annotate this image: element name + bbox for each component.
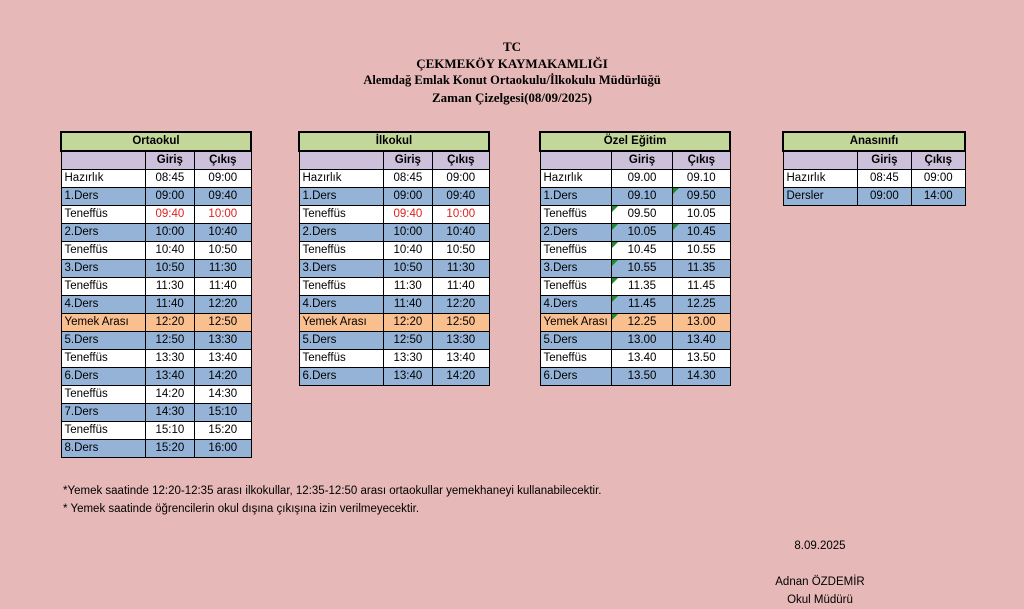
row-label: Teneffüs [299,350,383,368]
row-time-in: 11.35 [611,278,672,296]
table-row [540,242,730,260]
row-time-out: 13:30 [433,332,489,350]
row-time-out: 13:30 [195,332,251,350]
header-line-school: Alemdağ Emlak Konut Ortaokulu/İlkokulu Müdürlüğü [363,73,661,87]
row-time-in: 13.50 [611,368,672,386]
table-title-row [540,132,730,151]
table-row [540,260,730,278]
header-line-tc: TC [502,39,522,54]
table-title: Anasınıfı [783,132,965,151]
table-row [540,188,730,206]
row-time-out: 10:00 [195,206,251,224]
row-label: Hazırlık [783,170,857,188]
row-label: Teneffüs [61,386,145,404]
table-row [299,278,489,296]
row-time-in: 09.50 [611,206,672,224]
row-time-in: 11.45 [611,296,672,314]
row-time-out: 10:40 [433,224,489,242]
row-label: Teneffüs [61,350,145,368]
row-label: Yemek Arası [61,314,145,332]
row-label: Teneffüs [299,242,383,260]
row-time-out: 10.05 [673,206,730,224]
row-time-out: 13.00 [673,314,730,332]
row-time-in: 09:40 [383,206,433,224]
row-label: Teneffüs [540,350,611,368]
table-row [61,350,251,368]
table-title: Özel Eğitim [540,132,730,151]
row-time-out: 09:40 [195,188,251,206]
row-time-out: 14:00 [912,188,965,206]
table-row [299,332,489,350]
table-row [299,296,489,314]
row-time-out: 11.45 [673,278,730,296]
row-label: Teneffüs [540,242,611,260]
table-row [61,278,251,296]
row-time-in: 10:50 [383,260,433,278]
table-title: Ortaokul [61,132,251,151]
row-time-in: 11:30 [145,278,195,296]
row-time-out: 14:30 [195,386,251,404]
table-row [61,422,251,440]
table-row [61,206,251,224]
header-blank-cell [299,151,383,170]
row-time-in: 10:40 [145,242,195,260]
row-label: 2.Ders [540,224,611,242]
row-label: 6.Ders [540,368,611,386]
row-time-out: 14.30 [673,368,730,386]
table-row [61,260,251,278]
row-time-out: 11.35 [673,260,730,278]
row-time-in: 15:10 [145,422,195,440]
row-time-in: 10:00 [383,224,433,242]
table-row [299,224,489,242]
row-label: 4.Ders [540,296,611,314]
row-time-out: 10:50 [195,242,251,260]
column-header-giris: Giriş [145,151,195,170]
row-label: Teneffüs [61,206,145,224]
table-row [61,314,251,332]
row-time-out: 15:10 [195,404,251,422]
table-row [61,404,251,422]
table-row [299,242,489,260]
row-label: Teneffüs [299,278,383,296]
table-row [783,170,965,188]
row-time-out: 09:00 [195,170,251,188]
table-row [540,368,730,386]
row-time-in: 14:30 [145,404,195,422]
table-row [540,296,730,314]
table-row [299,188,489,206]
row-time-in: 08:45 [145,170,195,188]
row-time-in: 15:20 [145,440,195,458]
signature-date: 8.09.2025 [794,540,846,552]
table-row [299,350,489,368]
row-time-in: 13:40 [383,368,433,386]
row-time-out: 11:40 [433,278,489,296]
row-time-out: 15:20 [195,422,251,440]
note-lunch-cafeteria: *Yemek saatinde 12:20-12:35 arası ilkokullar, 12:35-12:50 arası ortaokullar yemekhaneyi kullanabilecektir. [63,485,602,497]
row-time-in: 11:40 [383,296,433,314]
row-time-in: 10:40 [383,242,433,260]
row-time-in: 10.55 [611,260,672,278]
header-line-schedule-title: Zaman Çizelgesi(08/09/2025) [432,90,592,105]
row-label: Teneffüs [61,242,145,260]
row-time-in: 11:40 [145,296,195,314]
column-header-cikis: Çıkış [195,151,251,170]
row-time-in: 09.00 [611,170,672,188]
row-time-in: 09:00 [383,188,433,206]
row-time-in: 09.10 [611,188,672,206]
row-label: 4.Ders [61,296,145,314]
table-row [61,170,251,188]
row-time-in: 10:00 [145,224,195,242]
column-header-cikis: Çıkış [433,151,489,170]
row-time-in: 12:20 [383,314,433,332]
signature-title: Okul Müdürü [787,594,853,606]
row-time-out: 10:00 [433,206,489,224]
document-header [0,38,1024,106]
row-label: Hazırlık [61,170,145,188]
row-time-out: 11:40 [195,278,251,296]
table-row [540,170,730,188]
row-time-out: 09:00 [433,170,489,188]
row-time-in: 10.45 [611,242,672,260]
row-time-out: 09.50 [673,188,730,206]
row-time-out: 10:40 [195,224,251,242]
table-row [61,296,251,314]
row-label: 1.Ders [61,188,145,206]
row-time-out: 09.10 [673,170,730,188]
table-title-row [61,132,251,151]
column-header-giris: Giriş [857,151,911,170]
table-header-row [299,151,489,170]
row-label: Teneffüs [540,206,611,224]
header-line-district: ÇEKMEKÖY KAYMAKAMLIĞI [416,56,608,71]
table-row [540,332,730,350]
row-time-in: 14:20 [145,386,195,404]
row-label: 3.Ders [61,260,145,278]
row-time-in: 13.00 [611,332,672,350]
row-time-in: 08:45 [857,170,911,188]
ortaokul-schedule-table [60,131,252,458]
row-label: 7.Ders [61,404,145,422]
row-time-in: 10.05 [611,224,672,242]
row-label: Teneffüs [61,278,145,296]
row-time-out: 10:50 [433,242,489,260]
row-time-out: 13:40 [195,350,251,368]
table-row [299,260,489,278]
row-time-in: 09:40 [145,206,195,224]
header-blank-cell [61,151,145,170]
table-row [540,314,730,332]
table-row [61,224,251,242]
row-label: 2.Ders [299,224,383,242]
row-label: 1.Ders [540,188,611,206]
row-time-in: 10:50 [145,260,195,278]
row-label: Yemek Arası [540,314,611,332]
row-label: Teneffüs [540,278,611,296]
row-time-out: 12:20 [195,296,251,314]
row-time-in: 09:00 [145,188,195,206]
row-time-in: 13:30 [145,350,195,368]
table-title: İlkokul [299,132,489,151]
row-label: Hazırlık [540,170,611,188]
row-label: 4.Ders [299,296,383,314]
row-time-in: 12:20 [145,314,195,332]
table-header-row [783,151,965,170]
ozel-egitim-schedule-table [539,131,731,386]
row-label: 5.Ders [299,332,383,350]
table-row [299,368,489,386]
table-row [299,206,489,224]
table-row [540,278,730,296]
row-label: 6.Ders [299,368,383,386]
row-label: 5.Ders [540,332,611,350]
row-time-in: 12:50 [383,332,433,350]
row-time-in: 11:30 [383,278,433,296]
row-time-out: 10.45 [673,224,730,242]
row-label: 3.Ders [299,260,383,278]
row-time-out: 09:00 [912,170,965,188]
row-time-out: 12:50 [433,314,489,332]
row-time-out: 12.25 [673,296,730,314]
row-time-in: 09:00 [857,188,911,206]
row-time-out: 14:20 [433,368,489,386]
row-time-out: 09:40 [433,188,489,206]
note-lunch-exit: * Yemek saatinde öğrencilerin okul dışına çıkışına izin verilmeyecektir. [63,503,420,515]
row-label: 6.Ders [61,368,145,386]
table-row [61,242,251,260]
row-time-in: 13:30 [383,350,433,368]
ilkokul-schedule-table [298,131,490,386]
row-label: Teneffüs [61,422,145,440]
table-title-row [783,132,965,151]
table-row [61,332,251,350]
row-label: 2.Ders [61,224,145,242]
row-label: 1.Ders [299,188,383,206]
row-time-out: 13:40 [433,350,489,368]
header-blank-cell [783,151,857,170]
table-row [61,386,251,404]
column-header-giris: Giriş [611,151,672,170]
column-header-cikis: Çıkış [912,151,965,170]
table-header-row [540,151,730,170]
row-time-in: 13:40 [145,368,195,386]
row-time-in: 13.40 [611,350,672,368]
row-time-out: 16:00 [195,440,251,458]
table-row [61,368,251,386]
row-label: Yemek Arası [299,314,383,332]
table-header-row [61,151,251,170]
table-row [61,440,251,458]
row-time-out: 10.55 [673,242,730,260]
row-time-out: 11:30 [433,260,489,278]
row-time-out: 13.40 [673,332,730,350]
row-time-in: 08:45 [383,170,433,188]
row-time-out: 12:20 [433,296,489,314]
row-time-out: 14:20 [195,368,251,386]
table-row [540,350,730,368]
signature-name: Adnan ÖZDEMİR [775,576,865,588]
row-time-out: 13.50 [673,350,730,368]
row-label: 8.Ders [61,440,145,458]
row-label: 5.Ders [61,332,145,350]
row-time-out: 11:30 [195,260,251,278]
row-time-out: 12:50 [195,314,251,332]
column-header-giris: Giriş [383,151,433,170]
row-label: Hazırlık [299,170,383,188]
column-header-cikis: Çıkış [673,151,730,170]
table-row [299,170,489,188]
table-row [540,206,730,224]
table-row [540,224,730,242]
table-title-row [299,132,489,151]
table-row [299,314,489,332]
row-label: Teneffüs [299,206,383,224]
table-row [61,188,251,206]
header-blank-cell [540,151,611,170]
row-label: 3.Ders [540,260,611,278]
row-time-in: 12:50 [145,332,195,350]
anasinifi-schedule-table [782,131,966,206]
row-label: Dersler [783,188,857,206]
table-row [783,188,965,206]
row-time-in: 12.25 [611,314,672,332]
